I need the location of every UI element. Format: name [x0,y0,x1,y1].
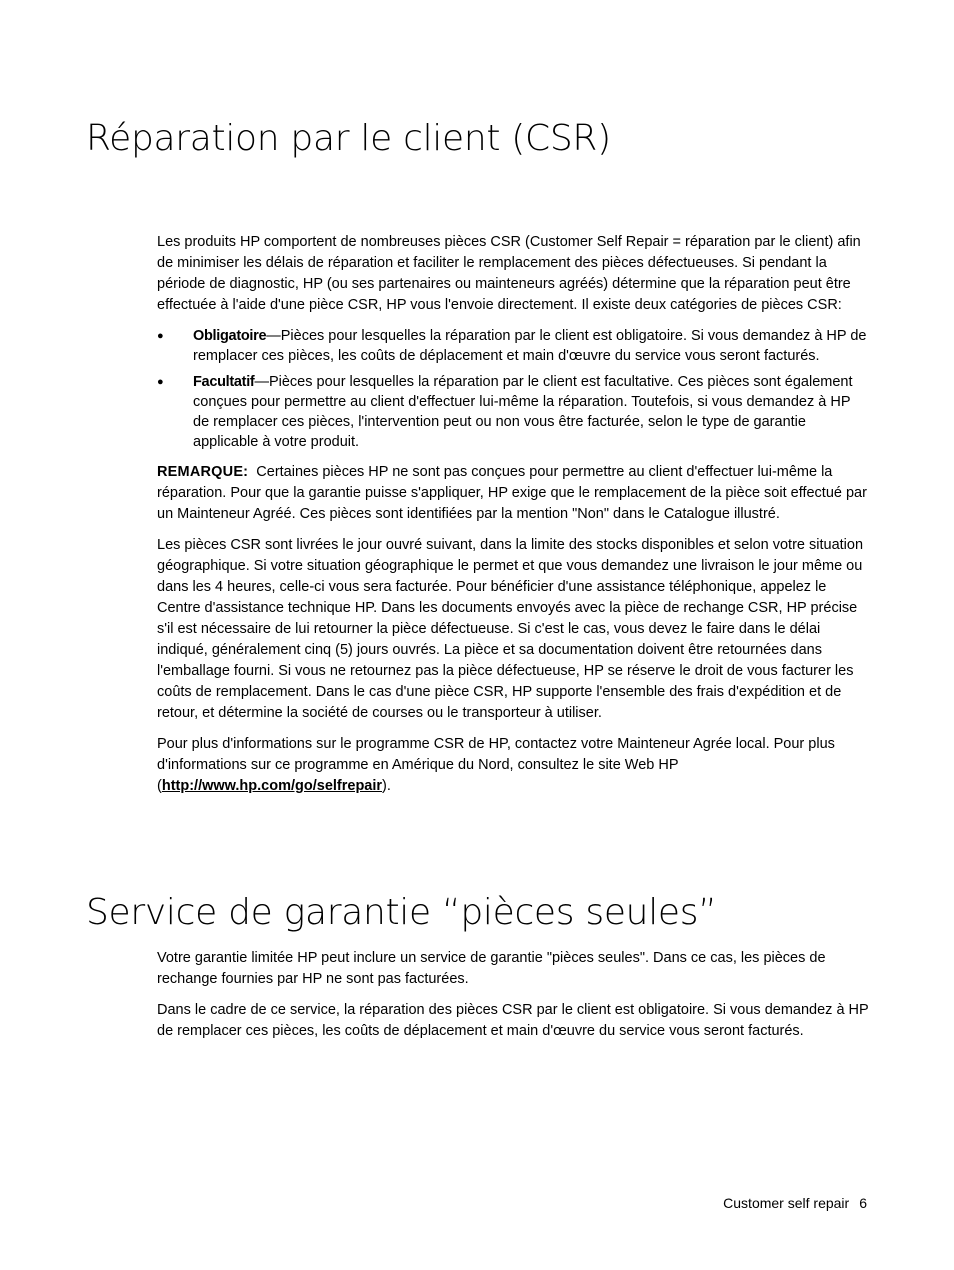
intro-paragraph: Les produits HP comportent de nombreuses pièces CSR (Customer Self Repair = réparation par le client) afin de minimiser les délais de réparation et faciliter le remplacement des pièces défectueuses. Si pendant la période de diagnostic, HP (ou ses partenaires ou mainteneurs agréés) détermine que la réparation peut être effectuée à l'aide d'une pièce CSR, HP vous l'envoie directement. Il existe deux catégories de pièces CSR: [157,234,861,313]
more-info-paragraph [157,734,869,797]
definition-obligatoire: —Pièces pour lesquelles la réparation par le client est obligatoire. Si vous demandez à HP de remplacer ces pièces, les coûts de déplacement et main d'œuvre du service vous seront facturés. [193,328,867,364]
warranty-paragraph-1: Votre garantie limitée HP peut inclure un service de garantie "pièces seules". Dans ce cas, les pièces de rechange fournies par HP ne sont pas facturées. [157,950,826,987]
delivery-paragraph: Les pièces CSR sont livrées le jour ouvré suivant, dans la limite des stocks disponibles et selon votre situation géographique. Si votre situation géographique le permet et que vous demandez une livraison le jour même ou dans les 4 heures, celle-ci vous sera facturée. Pour bénéficier d'une assistance téléphonique, appelez le Centre d'assistance technique HP. Dans les documents envoyés avec la pièce de rechange CSR, HP précise s'il est nécessaire de lui retourner la pièce défectueuse. Si c'est le cas, vous devez le faire dans le délai indiqué, généralement cinq (5) jours ouvrés. La pièce et sa documentation doivent être retournées dans l'emballage fourni. Si vous ne retournez pas la pièce défectueuse, HP se réserve le droit de vous facturer les coûts de remplacement. Dans le cas d'une pièce CSR, HP supporte l'ensemble des frais d'expédition et de retour, et détermine la société de courses ou le transporteur à utiliser. [157,537,864,721]
note-text: Certaines pièces HP ne sont pas conçues pour permettre au client d'effectuer lui-même la réparation. Pour que la garantie puisse s'appliquer, HP exige que le remplacement de la pièce soit effectué par un Mainteneur Agréé. Ces pièces sont identifiées par la mention "Non" dans le Catalogue illustré. [157,464,867,522]
note-label: REMARQUE: [157,464,249,480]
page-footer [723,1193,867,1213]
csr-category-list [157,326,869,452]
term-obligatoire: Obligatoire [193,328,267,344]
bullet-icon: ● [157,376,164,388]
warranty-paragraph-2: Dans le cadre de ce service, la réparation des pièces CSR par le client est obligatoire. Si vous demandez à HP de remplacer ces pièces, les coûts de déplacement et main d'œuvre du service vous seront facturés. [157,1002,869,1039]
list-item-facultatif [157,372,869,452]
section-title-csr: Réparation par le client (CSR) [86,118,611,159]
note-paragraph [157,462,869,525]
section-warranty-body [157,948,869,1052]
more-info-text: Pour plus d'informations sur le programme CSR de HP, contactez votre Mainteneur Agrée local. Pour plus d'informations sur ce programme en Amérique du Nord, consultez le site Web HP ( [157,736,835,794]
definition-facultatif: —Pièces pour lesquelles la réparation par le client est facultative. Ces pièces sont également conçues pour permettre au client d'effectuer lui-même la réparation. Toutefois, si vous demandez à HP de remplacer ces pièces, l'intervention peut ou non vous être facturée, selon le type de garantie applicable à votre produit. [193,374,853,450]
more-info-suffix: ). [382,778,391,794]
selfrepair-link[interactable]: http://www.hp.com/go/selfrepair [161,778,383,794]
bullet-icon: ● [157,330,164,342]
list-item-obligatoire [157,326,869,366]
page-number: 6 [859,1195,867,1211]
section-csr-body [157,232,869,807]
section-title-warranty: Service de garantie “pièces seules” [86,892,717,933]
footer-label: Customer self repair [723,1195,850,1211]
term-facultatif: Facultatif [193,374,255,390]
